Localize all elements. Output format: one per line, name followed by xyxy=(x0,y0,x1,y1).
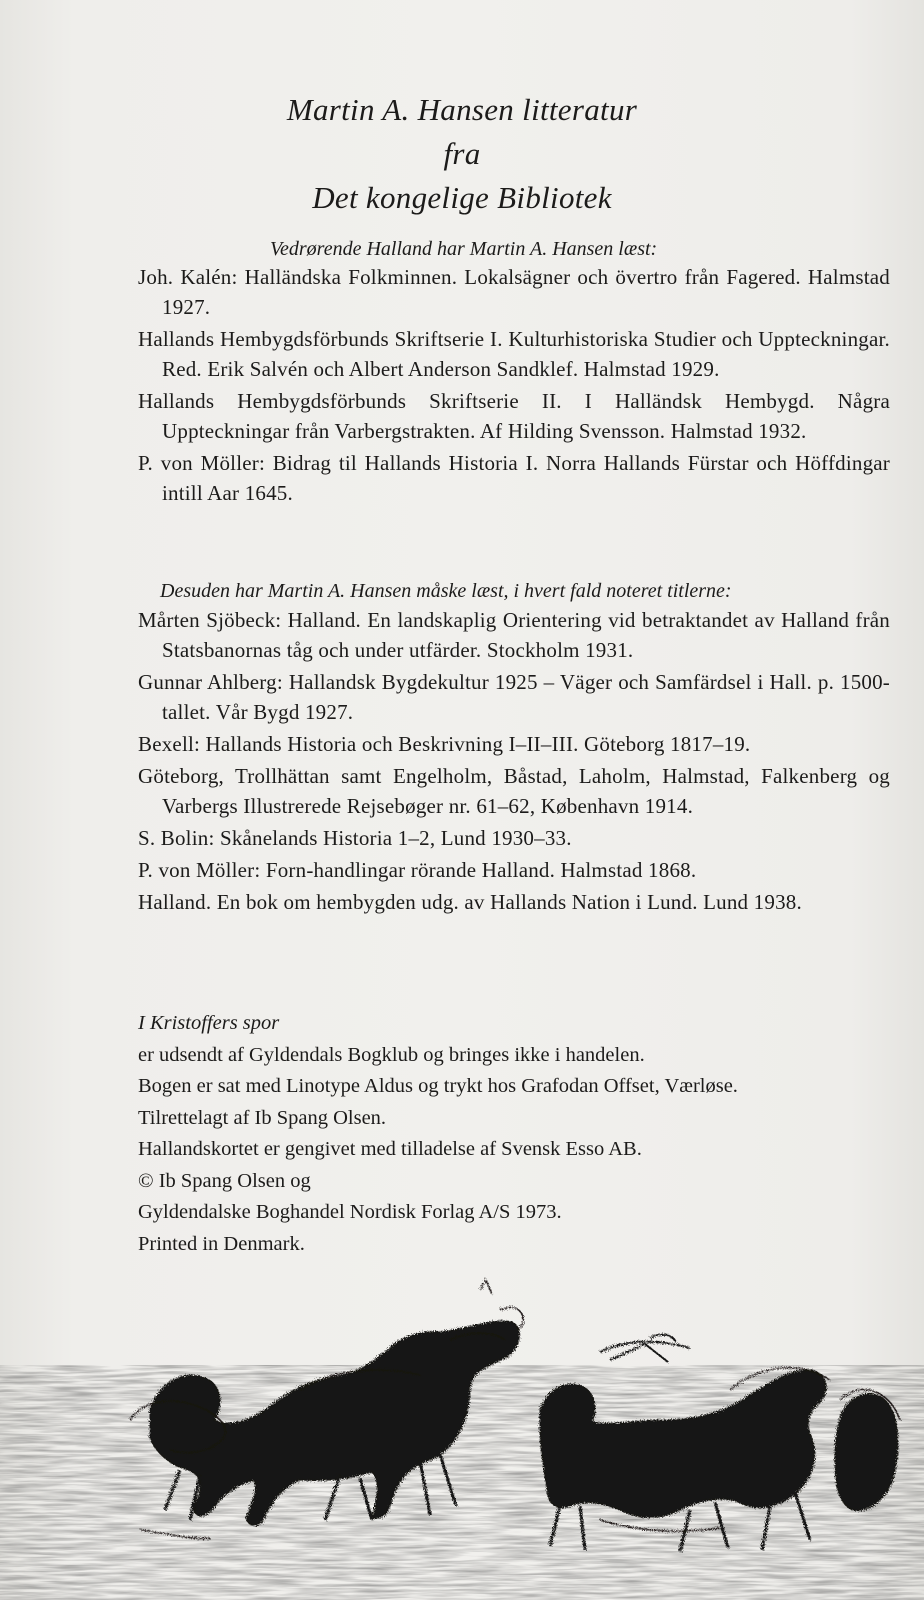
colophon xyxy=(138,1008,898,1260)
colophon-book-title: I Kristoffers spor xyxy=(138,1012,280,1034)
section-1-list xyxy=(138,262,890,510)
harness-lines xyxy=(600,1335,690,1362)
reference-entry: Hallands Hembygdsförbunds Skriftserie II. I Halländsk Hembygd. Några Uppteckningar från Varbergstrakten. Af Hilding Svensson. Halmstad 1932. xyxy=(138,389,890,443)
title-line-1: Martin A. Hansen litteratur xyxy=(286,92,638,127)
reference-entry: Gunnar Ahlberg: Hallandsk Bygdekultur 1925 – Väger och Samfärdsel i Hall. p. 1500-tallet. Vår Bygd 1927. xyxy=(138,670,890,724)
reference-entry: Göteborg, Trollhättan samt Engelholm, Båstad, Laholm, Halmstad, Falkenberg og Varbergs Illustrerede Rejsebøger nr. 61–62, København 1914. xyxy=(138,764,890,818)
reference-entry: S. Bolin: Skånelands Historia 1–2, Lund 1930–33. xyxy=(138,826,572,850)
colophon-line: Bogen er sat med Linotype Aldus og trykt hos Grafodan Offset, Værløse. xyxy=(138,1075,738,1097)
reference-entry: Mårten Sjöbeck: Halland. En landskaplig Orientering vid betraktandet av Halland från Statsbanornas tåg och under utfärder. Stockholm 1931. xyxy=(138,608,890,662)
colophon-line: © Ib Spang Olsen og xyxy=(138,1169,311,1192)
reference-entry: P. von Möller: Bidrag til Hallands Historia I. Norra Hallands Fürstar och Höffdingar intill Aar 1645. xyxy=(138,451,890,505)
colophon-line: Printed in Denmark. xyxy=(138,1232,305,1255)
colophon-line: er udsendt af Gyldendals Bogklub og bringes ikke i handelen. xyxy=(138,1043,645,1066)
colophon-line: Tilrettelagt af Ib Spang Olsen. xyxy=(138,1106,387,1129)
reference-entry: Bexell: Hallands Historia och Beskrivning I–II–III. Göteborg 1817–19. xyxy=(138,732,751,756)
section-2-heading: Desuden har Martin A. Hansen måske læst, i hvert fald noteret titlerne: xyxy=(160,580,732,602)
colophon-line: Gyldendalske Boghandel Nordisk Forlag A/S 1973. xyxy=(138,1201,562,1223)
page-title xyxy=(0,88,924,220)
reference-entry: P. von Möller: Forn-handlingar rörande Halland. Halmstad 1868. xyxy=(138,858,697,882)
section-1-heading: Vedrørende Halland har Martin A. Hansen læst: xyxy=(270,238,658,260)
reference-entry: Joh. Kalén: Halländska Folkminnen. Lokalsägner och övertro från Fagered. Halmstad 1927. xyxy=(138,265,890,319)
horses-drawing-icon xyxy=(0,1270,924,1600)
title-line-2: fra xyxy=(443,136,481,171)
reference-entry: Halland. En bok om hembygden udg. av Hallands Nation i Lund. Lund 1938. xyxy=(138,890,802,914)
colophon-line: Hallandskortet er gengivet med tilladelse af Svensk Esso AB. xyxy=(138,1138,642,1160)
title-line-3: Det kongelige Bibliotek xyxy=(312,180,612,215)
section-2-list xyxy=(138,605,890,919)
reference-entry: Hallands Hembygdsförbunds Skriftserie I. Kulturhistoriska Studier och Uppteckningar. Red. Erik Salvén och Albert Anderson Sandklef. Halmstad 1929. xyxy=(138,327,890,381)
